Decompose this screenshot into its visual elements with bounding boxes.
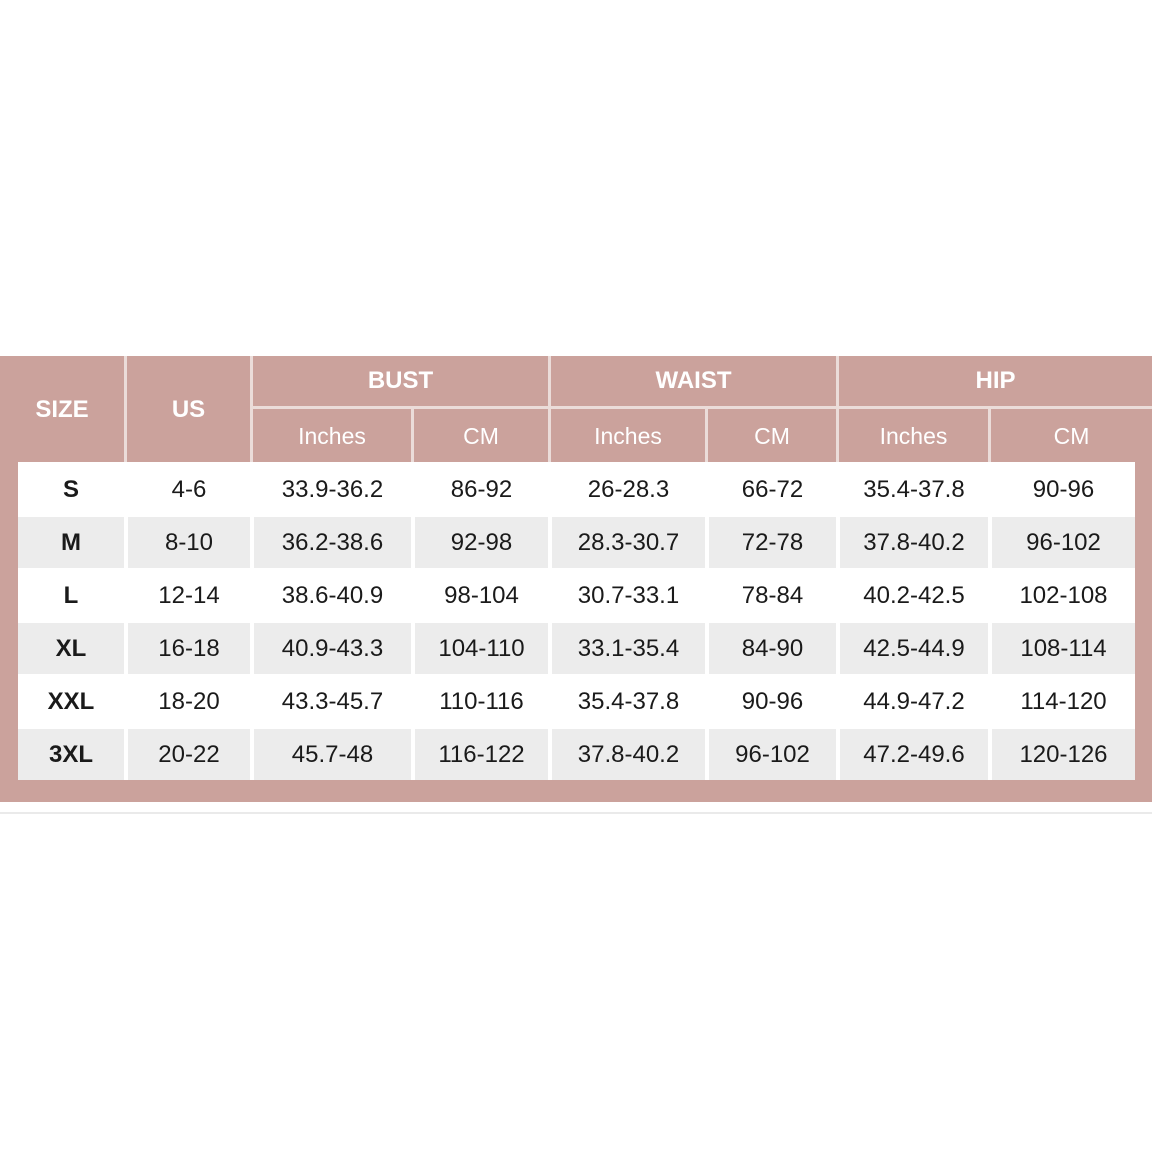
hip-cm-cell: 90-96	[988, 462, 1135, 515]
hip-group-header: HIP	[836, 356, 1152, 409]
size-cell: L	[18, 568, 124, 621]
waist-inches-cell: 33.1-35.4	[548, 621, 705, 674]
waist-inches-header: Inches	[548, 409, 705, 463]
bust-inches-cell: 33.9-36.2	[250, 462, 411, 515]
table-row	[18, 462, 1135, 515]
bust-cm-cell: 104-110	[411, 621, 548, 674]
hip-inches-cell: 47.2-49.6	[836, 727, 988, 780]
waist-cm-cell: 72-78	[705, 515, 836, 568]
waist-cm-cell: 84-90	[705, 621, 836, 674]
hip-inches-cell: 44.9-47.2	[836, 674, 988, 727]
bust-cm-cell: 116-122	[411, 727, 548, 780]
size-cell: M	[18, 515, 124, 568]
waist-cm-cell: 96-102	[705, 727, 836, 780]
us-size-cell: 16-18	[124, 621, 250, 674]
size-chart-body	[18, 462, 1135, 780]
bust-inches-cell: 45.7-48	[250, 727, 411, 780]
us-column-header: US	[124, 356, 250, 463]
us-size-cell: 18-20	[124, 674, 250, 727]
waist-group-header: WAIST	[548, 356, 836, 409]
bottom-divider	[0, 812, 1152, 814]
waist-inches-cell: 30.7-33.1	[548, 568, 705, 621]
waist-inches-cell: 28.3-30.7	[548, 515, 705, 568]
table-row	[18, 568, 1135, 621]
waist-cm-cell: 90-96	[705, 674, 836, 727]
hip-inches-cell: 35.4-37.8	[836, 462, 988, 515]
size-column-header: SIZE	[35, 395, 89, 423]
hip-cm-cell: 102-108	[988, 568, 1135, 621]
us-size-cell: 20-22	[124, 727, 250, 780]
waist-cm-cell: 66-72	[705, 462, 836, 515]
us-size-cell: 4-6	[124, 462, 250, 515]
bust-cm-cell: 92-98	[411, 515, 548, 568]
table-row	[18, 621, 1135, 674]
bust-cm-cell: 98-104	[411, 568, 548, 621]
table-row	[18, 515, 1135, 568]
size-cell: XL	[18, 621, 124, 674]
table-row	[18, 674, 1135, 727]
bust-cm-cell: 86-92	[411, 462, 548, 515]
waist-cm-header: CM	[705, 409, 836, 463]
hip-cm-cell: 120-126	[988, 727, 1135, 780]
hip-cm-cell: 114-120	[988, 674, 1135, 727]
hip-cm-cell: 96-102	[988, 515, 1135, 568]
bust-cm-cell: 110-116	[411, 674, 548, 727]
waist-inches-cell: 35.4-37.8	[548, 674, 705, 727]
hip-inches-header: Inches	[836, 409, 988, 463]
hip-cm-header: CM	[988, 409, 1152, 463]
size-chart-table	[18, 462, 1135, 780]
size-cell: S	[18, 462, 124, 515]
us-size-cell: 12-14	[124, 568, 250, 621]
hip-inches-cell: 37.8-40.2	[836, 515, 988, 568]
bust-inches-cell: 40.9-43.3	[250, 621, 411, 674]
hip-inches-cell: 42.5-44.9	[836, 621, 988, 674]
bust-inches-cell: 36.2-38.6	[250, 515, 411, 568]
table-row	[18, 727, 1135, 780]
bust-group-header: BUST	[250, 356, 548, 409]
waist-cm-cell: 78-84	[705, 568, 836, 621]
size-chart-header	[0, 356, 1152, 463]
bust-inches-cell: 38.6-40.9	[250, 568, 411, 621]
bust-inches-cell: 43.3-45.7	[250, 674, 411, 727]
us-size-cell: 8-10	[124, 515, 250, 568]
size-cell: 3XL	[18, 727, 124, 780]
waist-inches-cell: 37.8-40.2	[548, 727, 705, 780]
size-cell: XXL	[18, 674, 124, 727]
waist-inches-cell: 26-28.3	[548, 462, 705, 515]
bust-cm-header: CM	[411, 409, 548, 463]
hip-cm-cell: 108-114	[988, 621, 1135, 674]
bust-inches-header: Inches	[250, 409, 411, 463]
hip-inches-cell: 40.2-42.5	[836, 568, 988, 621]
